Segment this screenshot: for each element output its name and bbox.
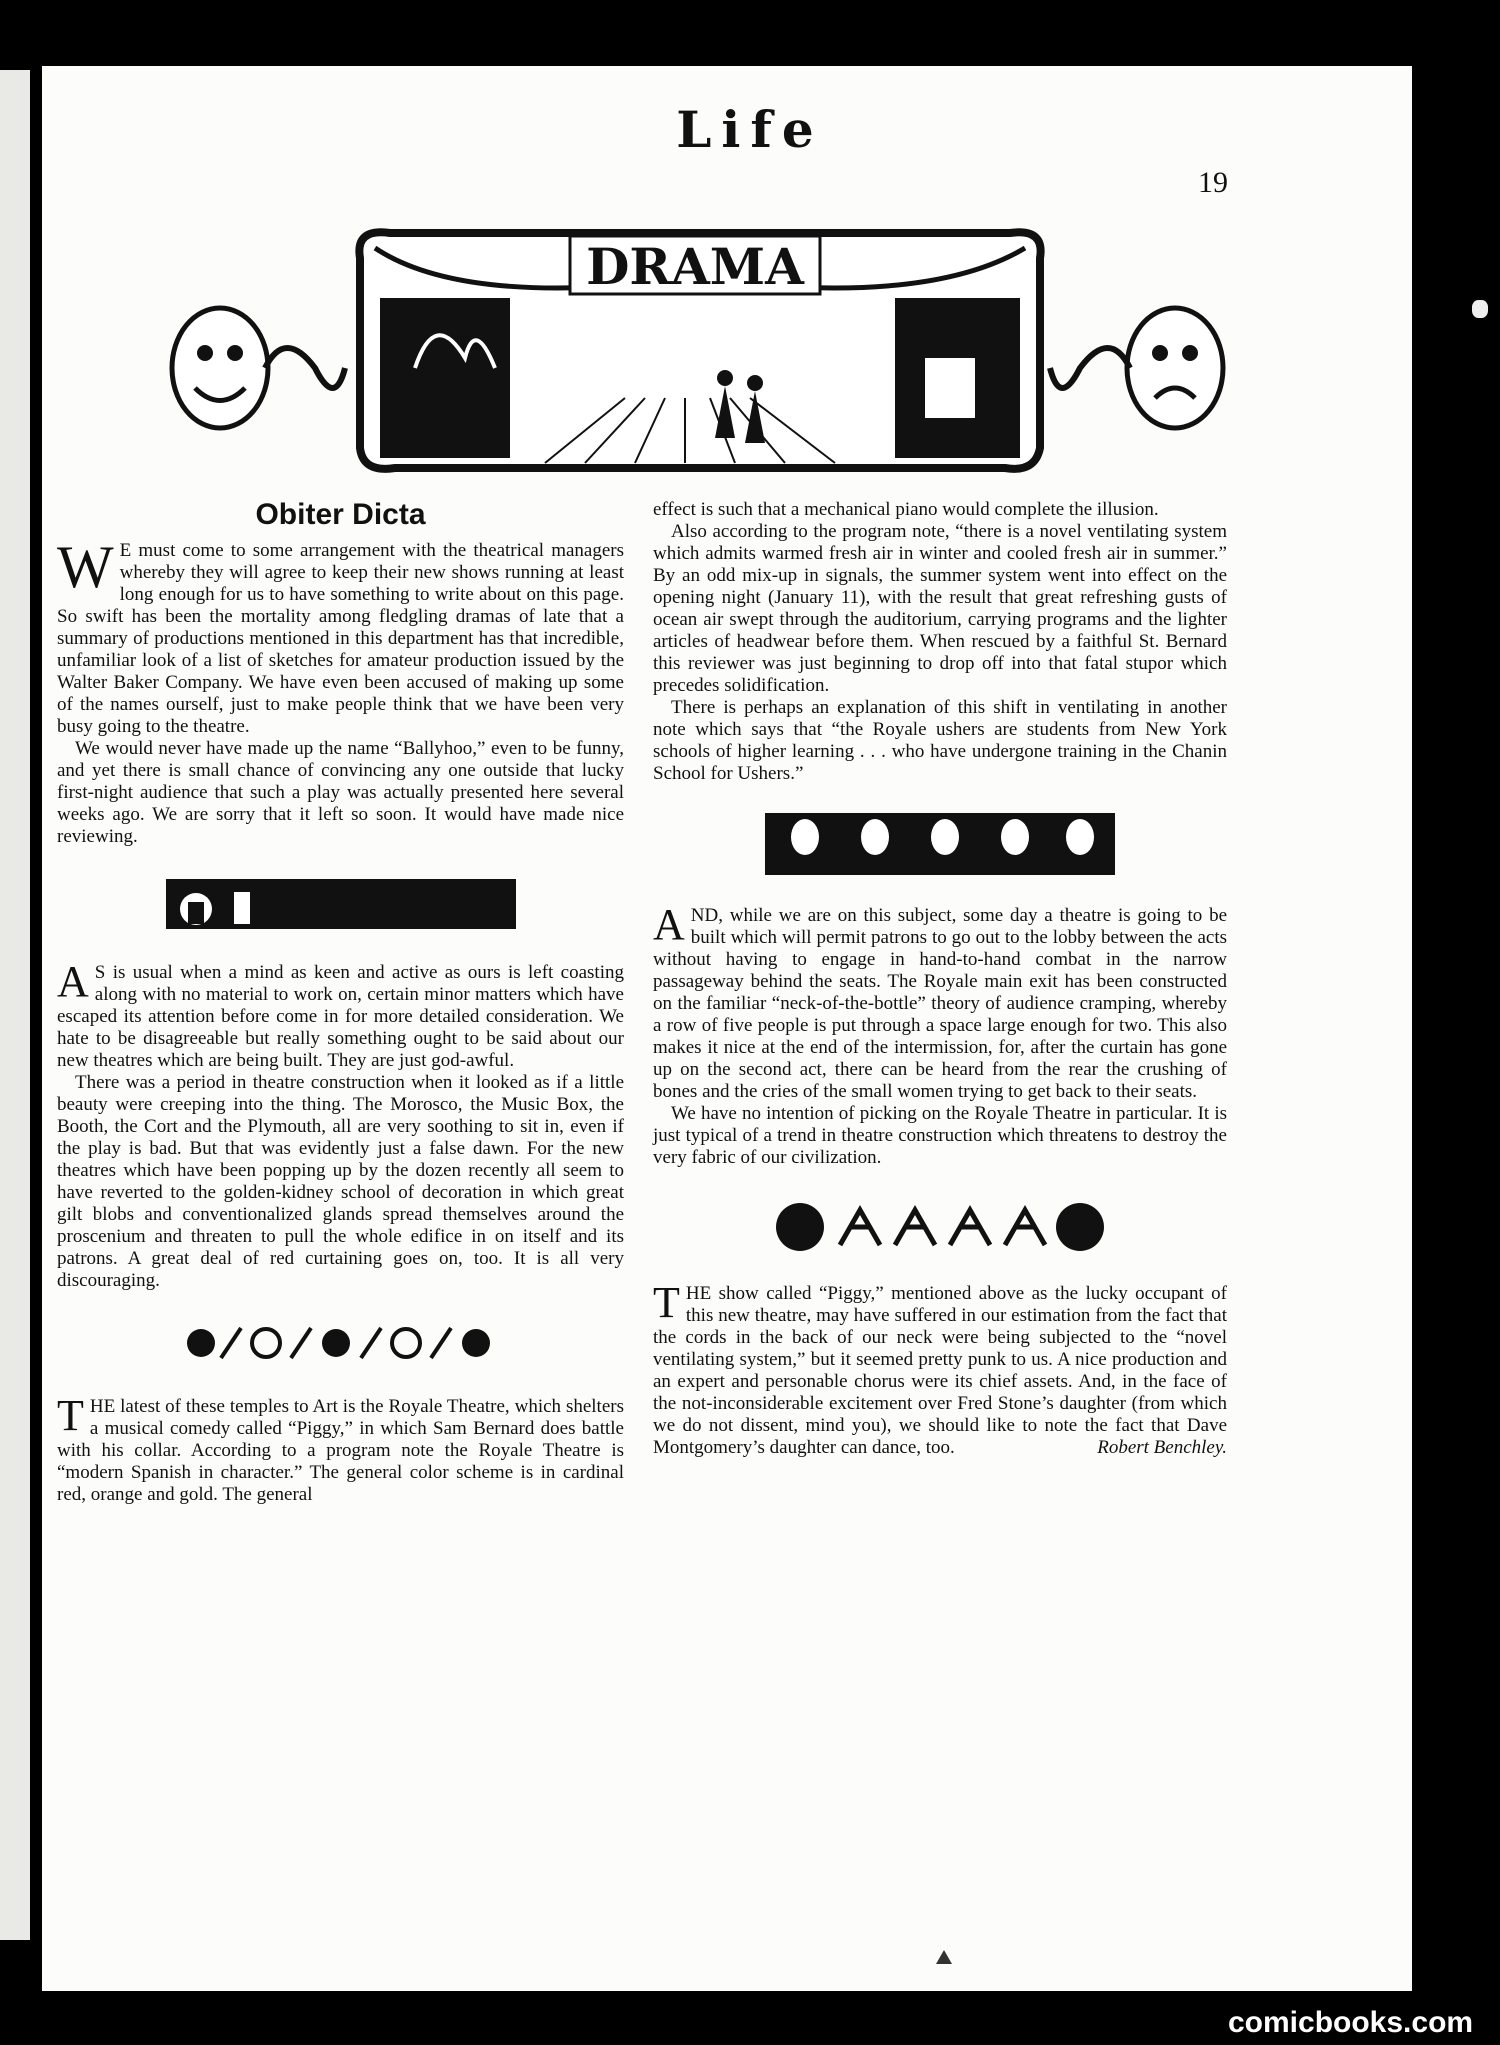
paragraph-11 xyxy=(653,1278,1227,1459)
drama-banner-illustration xyxy=(165,218,1235,480)
author-signature: Robert Benchley. xyxy=(1097,1437,1227,1458)
adjacent-page-edge xyxy=(0,70,30,1940)
right-column xyxy=(653,499,1227,1459)
scan-mark xyxy=(936,1950,952,1964)
paragraph-3 xyxy=(57,957,624,1072)
paragraph-5 xyxy=(57,1391,624,1506)
paragraph-text: ND, while we are on this subject, some day a theatre is going to be built which will permit patrons to go out to the lobby between the acts without having to engage in hand-to-hand combat in the narrow passageway behind the seats. The Royale main exit has been constructed on the familiar “neck-of-the-bottle” theory of audience cramping, whereby a row of five people is put through a space large enough for two. This also makes it nice at the end of the intermission, for, after the curtain has gone up on the second act, there can be heard from the rear the crushing of bones and the cries of the small women trying to get back to their seats. xyxy=(653,905,1227,1102)
paragraph-text: S is usual when a mind as keen and active as ours is left coasting along with no material to work on, certain minor matters which have escaped its attention before come in for more detailed consideration. We hate to be disagreeable but really something ought to be said about our new theatres which are being built. They are just god-awful. xyxy=(57,962,624,1071)
page-number: 19 xyxy=(1198,166,1228,199)
stage-silhouette-ornament xyxy=(166,874,516,934)
paragraph-4: There was a period in theatre construction when it looked as if a little beauty were creeping into the thing. The Morosco, the Music Box, the Booth, the Cort and the Plymouth, all are very soothing to sit in, even if the play is bad. But that was evidently just a false dawn. For the new theatres which have been popping up by the dozen recently all seem to have reverted to the golden-kidney school of decoration in which great gilt blobs and conventionalized glands spread themselves around the proscenium and threaten to pull the whole edifice in on itself and its patrons. A great deal of red curtaining goes on, too. It is all very discouraging. xyxy=(57,1072,624,1291)
paragraph-9 xyxy=(653,900,1227,1103)
flower-ornament xyxy=(176,1318,506,1368)
article-title: Obiter Dicta xyxy=(255,498,426,531)
paragraph-10: We have no intention of picking on the Royale Theatre in particular. It is just typical of a trend in theatre construction which threatens to destroy the very fabric of our civilization. xyxy=(653,1103,1227,1168)
source-watermark: comicbooks.com xyxy=(1228,2006,1474,2039)
drop-cap: W xyxy=(57,534,114,600)
banner-title: DRAMA xyxy=(586,237,804,296)
dancers-ornament xyxy=(770,1195,1110,1255)
left-column xyxy=(57,498,624,1506)
drop-cap: A xyxy=(57,957,89,1006)
paragraph-7: Also according to the program note, “there is a novel ventilating system which admits warmed fresh air in winter and cooled fresh air in summer.” By an odd mix-up in signals, the summer system went into effect on the opening night (January 11), with the result that great refreshing gusts of ocean air swept through the auditorium, carrying programs and the lighter articles of headwear before them. When rescued by a faithful St. Bernard this reviewer was just beginning to drop off into that fatal stupor which precedes solidification. xyxy=(653,521,1227,696)
scan-speck xyxy=(1472,300,1488,318)
paragraph-2: We would never have made up the name “Ballyhoo,” even to be funny, and yet there is small chance of convincing any one outside that lucky first-night audience that such a play was actually presented here several weeks ago. We are sorry that it left so soon. It would have made nice reviewing. xyxy=(57,738,624,847)
paragraph-1 xyxy=(57,534,624,738)
paragraph-8: There is perhaps an explanation of this shift in ventilating in another note which says that “the Royale ushers are students from New York schools of higher learning . . . who have undergone training in the Chanin School for Ushers.” xyxy=(653,697,1227,784)
faces-ornament xyxy=(765,811,1115,877)
paragraph-text: E must come to some arrangement with the theatrical managers whereby they will agree to keep their new shows running at least long enough for us to have something to write about on this page. So swift has been the mortality among fledgling dramas of late that a summary of productions mentioned in this department has that incredible, unfamiliar look of a list of sketches for amateur production issued by the Walter Baker Company. We have even been accused of making up some of the names ourself, just to make people think that we have been very busy going to the theatre. xyxy=(57,540,624,737)
paragraph-6: effect is such that a mechanical piano would complete the illusion. xyxy=(653,499,1159,520)
paragraph-text: HE show called “Piggy,” mentioned above as the lucky occupant of this new theatre, may have suffered in our estimation from the fact that the cords in the back of our neck were being subjected to the “novel ventilating system,” but it seemed pretty punk to us. A nice production and an expert and personable chorus were its chief assets. And, in the face of the not-inconsiderable excitement over Fred Stone’s daughter (from which we do not dissent, mind you), we should like to note the fact that Dave Montgomery’s daughter can dance, too. xyxy=(653,1283,1227,1458)
drop-cap: T xyxy=(653,1278,680,1327)
drop-cap: T xyxy=(57,1391,84,1440)
drop-cap: A xyxy=(653,900,685,949)
paragraph-text: HE latest of these temples to Art is the Royale Theatre, which shelters a musical comedy called “Piggy,” in which Sam Bernard does battle with his collar. According to a program note the Royale Theatre is “modern Spanish in character.” The general color scheme is in cardinal red, orange and gold. The general xyxy=(57,1396,624,1505)
masthead: Life xyxy=(676,100,824,159)
